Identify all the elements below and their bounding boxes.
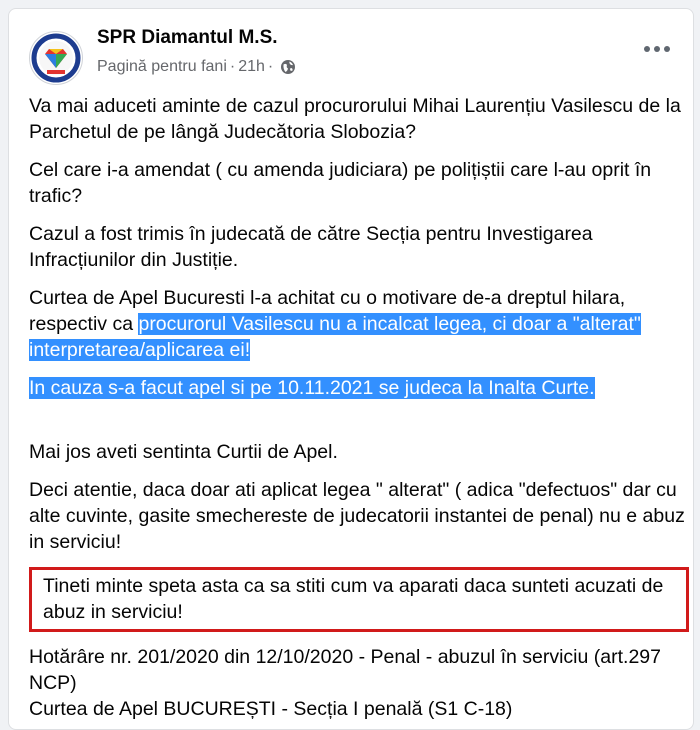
selected-text-2: In cauza s-a facut apel si pe 10.11.2021 se judeca la Inalta Curte. (29, 377, 595, 399)
ruling-title: Hotărâre nr. 201/2020 din 12/10/2020 - Penal - abuzul în serviciu (art.297 NCP) (29, 646, 661, 694)
diamond-logo-icon (30, 32, 82, 84)
dot (654, 46, 660, 52)
paragraph-2: Cel care i-a amendat ( cu amenda judiciara) pe polițiștii care l-au oprit în trafic? (29, 159, 652, 207)
paragraph-4-text: Curtea de Apel Bucuresti l-a achitat cu o motivare de-a dreptul hilara, respectiv ca (29, 287, 626, 335)
dot (664, 46, 670, 52)
post-text (29, 93, 689, 722)
globe-icon (280, 59, 296, 75)
boxed-paragraph: Tineti minte speta asta ca sa stiti cum va aparati daca sunteti acuzati de abuz in serviciu! (29, 567, 689, 632)
paragraph-7: Deci atentie, daca doar ati aplicat legea " alterat" ( adica "defectuos" dar cu alte cuvinte, gasite smechereste de judecatorii instantei de penal) nu e abuz in serviciu! (29, 479, 685, 553)
paragraph-9 (29, 644, 689, 722)
paragraph-3: Cazul a fost trimis în judecată de către Secția pentru Investigarea Infracțiunilor din Justiție. (29, 223, 593, 271)
paragraph-4 (29, 285, 689, 363)
more-options-icon[interactable] (639, 39, 675, 59)
paragraph-6: Mai jos aveti sentinta Curtii de Apel. (29, 441, 338, 463)
meta-separator: · (229, 58, 236, 75)
post-card (8, 8, 694, 730)
page-avatar[interactable] (29, 31, 83, 85)
page-type-label: Pagină pentru fani (97, 58, 227, 75)
court-name: Curtea de Apel BUCUREȘTI - Secția I penală (S1 C-18) (29, 698, 513, 720)
dot (644, 46, 650, 52)
paragraph-5 (29, 375, 689, 401)
post-meta (97, 58, 296, 76)
paragraph-1: Va mai aduceti aminte de cazul procurorului Mihai Laurențiu Vasilescu de la Parchetul de pe lângă Judecătoria Slobozia? (29, 95, 681, 143)
post-time[interactable]: 21h (238, 58, 265, 75)
blank-line (29, 413, 689, 439)
meta-separator-2: · (267, 58, 274, 75)
page-name[interactable]: SPR Diamantul M.S. (97, 27, 278, 48)
selected-text: procurorul Vasilescu nu a incalcat legea, ci doar a "alterat" interpretarea/aplicarea ei! (29, 313, 641, 361)
